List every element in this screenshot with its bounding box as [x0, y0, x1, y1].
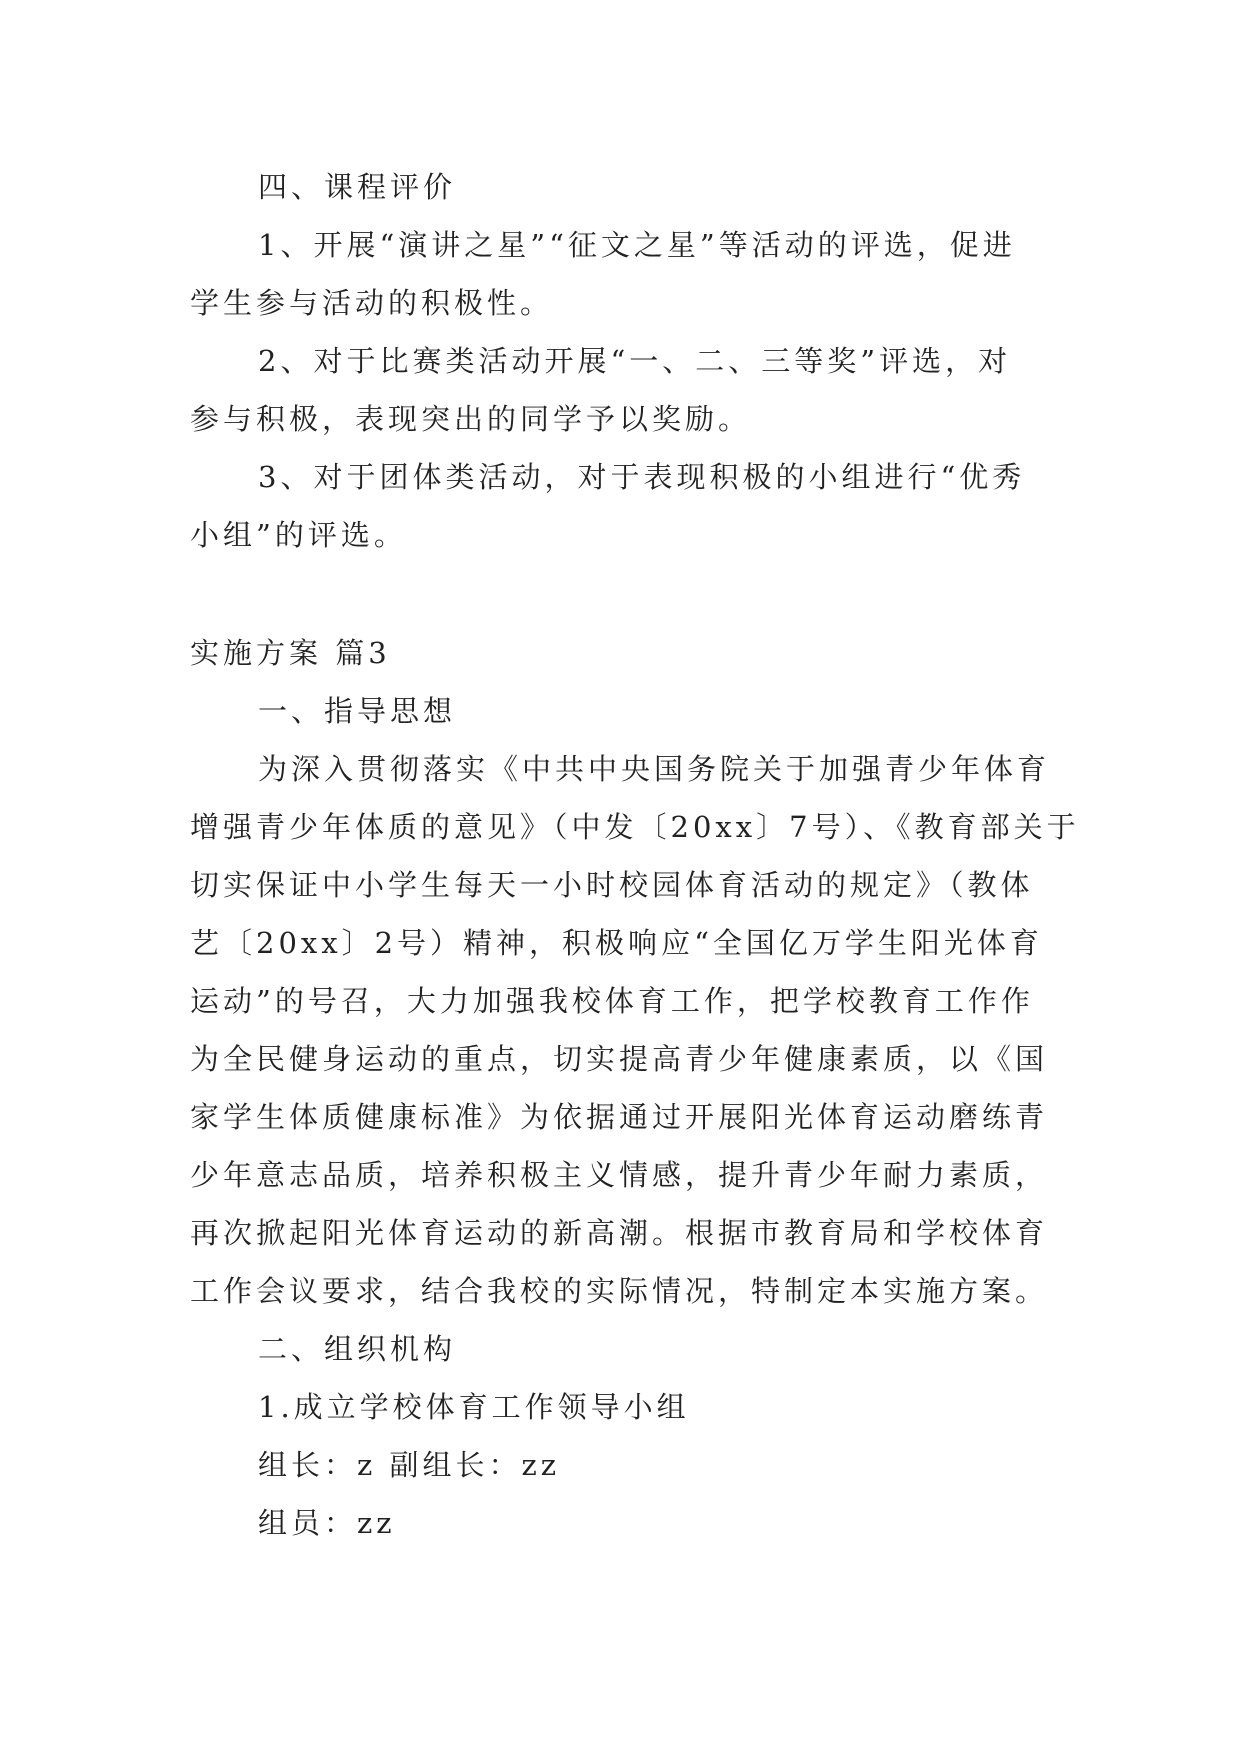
evaluation-item-3-line-1: 3、对于团体类活动，对于表现积极的小组进行“优秀 [258, 460, 1026, 494]
evaluation-item-1-line-2: 学生参与活动的积极性。 [190, 286, 554, 320]
leader-line: 组长：z 副组长：zz [258, 1448, 561, 1482]
document-page [190, 158, 1080, 1552]
members-line: 组员：zz [258, 1506, 396, 1540]
guiding-paragraph-line: 艺〔20xx〕2号）精神，积极响应“全国亿万学生阳光体育 [190, 926, 1043, 960]
guiding-paragraph-line: 再次掀起阳光体育运动的新高潮。根据市教育局和学校体育 [190, 1216, 1049, 1250]
evaluation-item-2-line-1: 2、对于比赛类活动开展“一、二、三等奖”评选，对 [258, 344, 1012, 378]
guiding-paragraph-line: 增强青少年体质的意见》（中发〔20xx〕7号）、《教育部关于 [190, 810, 1080, 844]
evaluation-item-3-line-2: 小组”的评选。 [190, 518, 407, 552]
section-heading-organization: 二、组织机构 [258, 1332, 457, 1366]
guiding-paragraph-line: 家学生体质健康标准》为依据通过开展阳光体育运动磨练青 [190, 1100, 1049, 1134]
plan-title: 实施方案 篇3 [190, 636, 391, 670]
guiding-paragraph-line: 为深入贯彻落实《中共中央国务院关于加强青少年体育 [258, 752, 1051, 786]
evaluation-item-1-line-1: 1、开展“演讲之星”“征文之星”等活动的评选，促进 [258, 228, 1016, 262]
section-spacer [190, 564, 1060, 624]
guiding-paragraph-line: 少年意志品质，培养积极主义情感，提升青少年耐力素质， [190, 1158, 1049, 1192]
evaluation-item-2-line-2: 参与积极，表现突出的同学予以奖励。 [190, 402, 752, 436]
guiding-paragraph-line: 为全民健身运动的重点，切实提高青少年健康素质，以《国 [190, 1042, 1049, 1076]
section-heading-course-evaluation: 四、课程评价 [258, 170, 457, 204]
organization-item-1: 1.成立学校体育工作领导小组 [258, 1390, 690, 1424]
section-heading-guiding-thought: 一、指导思想 [258, 694, 457, 728]
guiding-paragraph-line: 切实保证中小学生每天一小时校园体育活动的规定》（教体 [190, 868, 1034, 902]
guiding-paragraph-line: 运动”的号召，大力加强我校体育工作，把学校教育工作作 [190, 984, 1034, 1018]
guiding-paragraph-line: 工作会议要求，结合我校的实际情况，特制定本实施方案。 [190, 1274, 1049, 1308]
